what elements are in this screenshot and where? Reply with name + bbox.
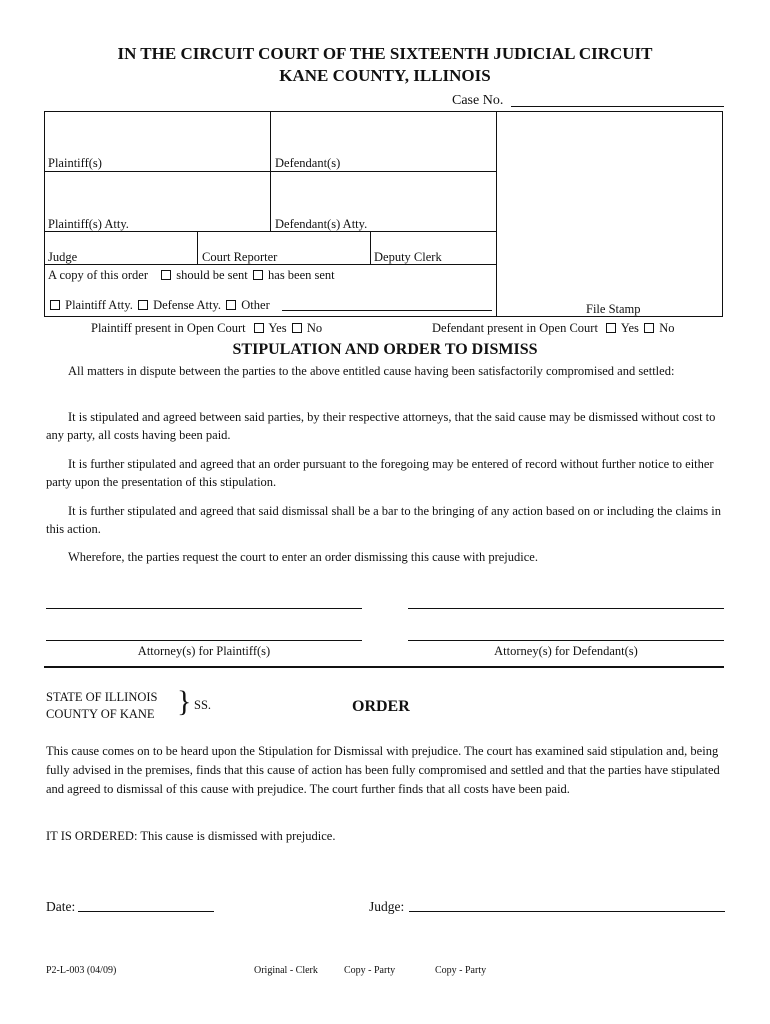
deputy-clerk-label: Deputy Clerk xyxy=(374,250,442,264)
reporter-divider xyxy=(370,231,371,264)
file-stamp-label: File Stamp xyxy=(586,302,641,316)
copy-order-row xyxy=(48,268,335,283)
judge-label: Judge xyxy=(48,250,78,264)
judge-sign-label: Judge: xyxy=(369,899,405,914)
stipulation-para-2: It is stipulated and agreed between said parties, by their respective attorneys, that the said cause may be dismissed without cost to any party, all costs having been paid. xyxy=(46,410,716,442)
plaintiff-name-line[interactable] xyxy=(46,640,362,641)
other-field[interactable] xyxy=(282,298,492,311)
party-row-line xyxy=(44,171,496,172)
copy-recipient-row xyxy=(48,298,270,313)
order-ruling: IT IS ORDERED: This cause is dismissed with prejudice. xyxy=(46,829,336,843)
plaintiff-atty-label: Plaintiff Atty. xyxy=(65,298,133,312)
case-no-label: Case No. xyxy=(452,93,504,108)
has-been-sent-label: has been sent xyxy=(268,268,335,282)
copy-party-2: Copy - Party xyxy=(435,965,487,976)
defense-atty-label: Defense Atty. xyxy=(153,298,222,312)
venue-state: STATE OF ILLINOIS xyxy=(46,690,158,704)
plaintiff-yes-checkbox[interactable] xyxy=(254,323,264,333)
copy-original-clerk: Original - Clerk xyxy=(254,965,318,976)
should-be-sent-label: should be sent xyxy=(176,268,248,282)
defense-atty-checkbox[interactable] xyxy=(138,300,148,310)
defendant-no-label: No xyxy=(659,321,675,335)
defendant-present-label: Defendant present in Open Court xyxy=(432,321,598,335)
order-title: ORDER xyxy=(352,698,410,715)
stipulation-title: STIPULATION AND ORDER TO DISMISS xyxy=(232,341,538,358)
plaintiff-no-checkbox[interactable] xyxy=(292,323,302,333)
court-reporter-label: Court Reporter xyxy=(202,250,278,264)
plaintiff-no-label: No xyxy=(306,321,323,335)
venue-county: COUNTY OF KANE xyxy=(46,707,155,721)
defendant-no-checkbox[interactable] xyxy=(644,323,654,333)
should-be-sent-checkbox[interactable] xyxy=(161,270,171,280)
plaintiff-yes-label: Yes xyxy=(268,321,287,335)
plaintiff-signature-line[interactable] xyxy=(46,608,362,609)
date-field[interactable] xyxy=(78,911,214,912)
case-no-field[interactable] xyxy=(511,92,724,107)
date-label: Date: xyxy=(46,899,76,914)
defendants-atty-label: Defendant(s) Atty. xyxy=(275,217,368,231)
has-been-sent-checkbox[interactable] xyxy=(253,270,263,280)
file-stamp-divider xyxy=(496,111,497,317)
copy-order-label: A copy of this order xyxy=(48,268,148,282)
stipulation-para-3: It is further stipulated and agreed that an order pursuant to the foregoing may be entered of record without further notice to either party upon the presentation of this stipulation. xyxy=(46,457,714,489)
defendant-present-row xyxy=(432,321,674,336)
defendant-attorney-label: Attorney(s) for Defendant(s) xyxy=(494,644,638,658)
defendant-yes-label: Yes xyxy=(620,321,639,335)
plaintiffs-label: Plaintiff(s) xyxy=(48,156,102,170)
defendant-yes-checkbox[interactable] xyxy=(606,323,616,333)
judge-divider xyxy=(197,231,198,264)
order-body: This cause comes on to be heard upon the Stipulation for Dismissal with prejudice. The court has examined said stipulation and, being fully advised in the premises, finds that this cause of action has been fully compromised and settled and that the parties have stipulated and agreed to dismissal of this cause with prejudice. The court further finds that all costs have been paid. xyxy=(46,744,720,796)
copy-party-1: Copy - Party xyxy=(344,965,396,976)
defendant-name-line[interactable] xyxy=(408,640,724,641)
judge-signature-field[interactable] xyxy=(409,911,725,912)
stipulation-para-4: It is further stipulated and agreed that said dismissal shall be a bar to the bringing of any action based on or including the claims in this action. xyxy=(46,504,721,536)
venue-ss: SS. xyxy=(194,698,212,712)
plaintiff-attorney-label: Attorney(s) for Plaintiff(s) xyxy=(137,644,271,658)
form-number: P2-L-003 (04/09) xyxy=(46,965,117,976)
stipulation-para-5: Wherefore, the parties request the court to enter an order dismissing this cause with prejudice. xyxy=(68,550,538,564)
caption-box xyxy=(44,111,723,317)
section-divider xyxy=(44,666,724,668)
plaintiff-present-row xyxy=(91,321,322,336)
other-label: Other xyxy=(241,298,270,312)
plaintiff-present-label: Plaintiff present in Open Court xyxy=(91,321,246,335)
plaintiffs-atty-label: Plaintiff(s) Atty. xyxy=(48,217,129,231)
defendants-label: Defendant(s) xyxy=(275,156,341,170)
court-title: IN THE CIRCUIT COURT OF THE SIXTEENTH JUDICIAL CIRCUIT xyxy=(117,44,653,63)
venue-brace: } xyxy=(177,685,192,718)
plaintiff-atty-checkbox[interactable] xyxy=(50,300,60,310)
defendant-signature-line[interactable] xyxy=(408,608,724,609)
other-checkbox[interactable] xyxy=(226,300,236,310)
stipulation-para-1: All matters in dispute between the parties to the above entitled cause having been satisfactorily compromised and settled: xyxy=(68,364,675,378)
county-title: KANE COUNTY, ILLINOIS xyxy=(279,66,491,85)
